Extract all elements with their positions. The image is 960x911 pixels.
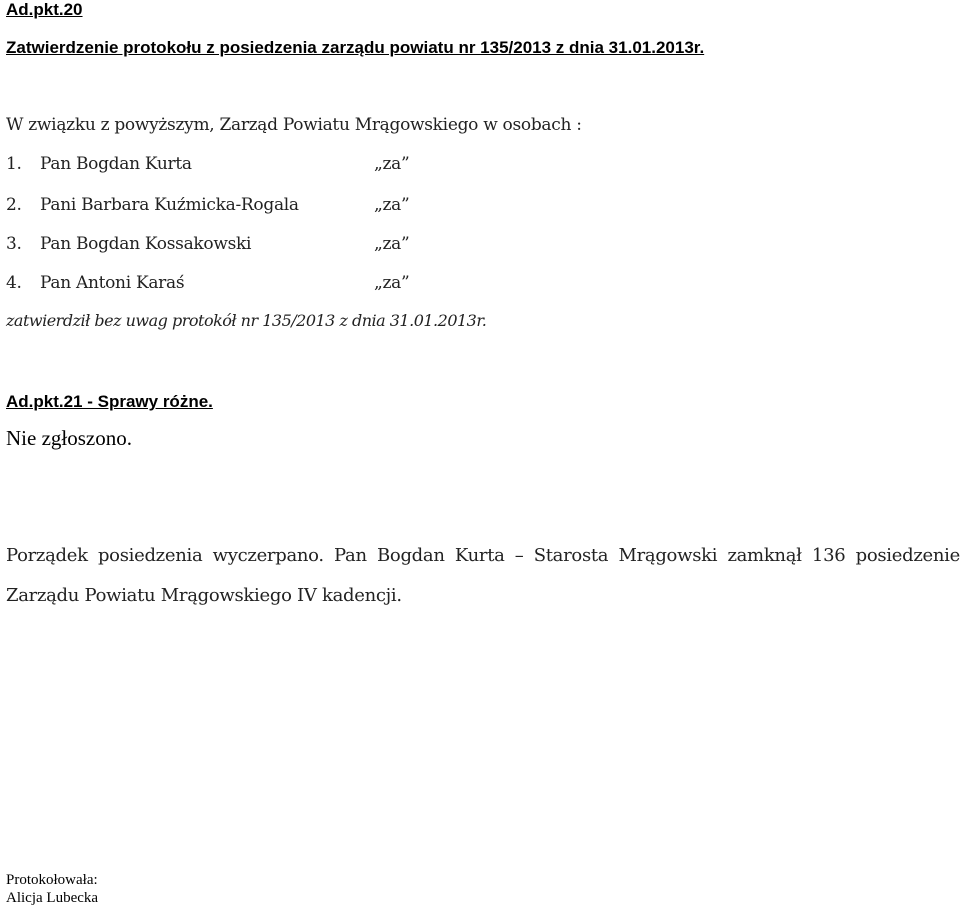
closing-word: Kurta [454, 545, 505, 566]
voter-name: Pani Barbara Kuźmicka-Rogala [40, 195, 299, 215]
closing-word: Porządek [6, 545, 88, 566]
footer-name: Alicja Lubecka [6, 890, 99, 906]
vote-value: „za” [374, 195, 410, 215]
section-21-text: Nie zgłoszono. [6, 426, 132, 450]
voter-name: Pan Antoni Karaś [40, 273, 185, 293]
vote-value: „za” [374, 273, 410, 293]
vote-row [6, 273, 409, 293]
vote-number: 2. [6, 195, 22, 215]
resolution-text: zatwierdził bez uwag protokół nr 135/2013 z dnia 31.01.2013r. [6, 311, 487, 330]
closing-word: – [514, 545, 524, 566]
closing-word: Bogdan [376, 545, 445, 566]
intro-text: W związku z powyższym, Zarząd Powiatu Mrągowskiego w osobach : [6, 115, 582, 135]
closing-line-2: Zarządu Powiatu Mrągowskiego IV kadencji. [6, 585, 402, 606]
closing-word: Starosta [533, 545, 609, 566]
voter-name: Pan Bogdan Kurta [40, 154, 192, 174]
closing-word: Mrągowski [618, 545, 718, 566]
vote-value: „za” [374, 234, 410, 254]
closing-line-1 [6, 545, 960, 566]
vote-value: „za” [374, 154, 410, 174]
closing-word: wyczerpano. [212, 545, 324, 566]
closing-word: Pan [334, 545, 367, 566]
vote-number: 1. [6, 154, 22, 174]
footer-label: Protokołowała: [6, 872, 98, 888]
voter-name: Pan Bogdan Kossakowski [40, 234, 252, 254]
closing-word: zamknął [727, 545, 802, 566]
section-20-heading: Ad.pkt.20 [6, 0, 83, 19]
vote-row [6, 234, 409, 254]
vote-number: 4. [6, 273, 22, 293]
closing-word: posiedzenia [97, 545, 203, 566]
vote-row [6, 154, 409, 174]
closing-word: posiedzenie [855, 545, 960, 566]
vote-row [6, 195, 409, 215]
section-20-title: Zatwierdzenie protokołu z posiedzenia zarządu powiatu nr 135/2013 z dnia 31.01.2013r. [6, 38, 705, 57]
closing-word: 136 [811, 545, 846, 566]
section-21-heading: Ad.pkt.21 - Sprawy różne. [6, 392, 213, 411]
vote-number: 3. [6, 234, 22, 254]
